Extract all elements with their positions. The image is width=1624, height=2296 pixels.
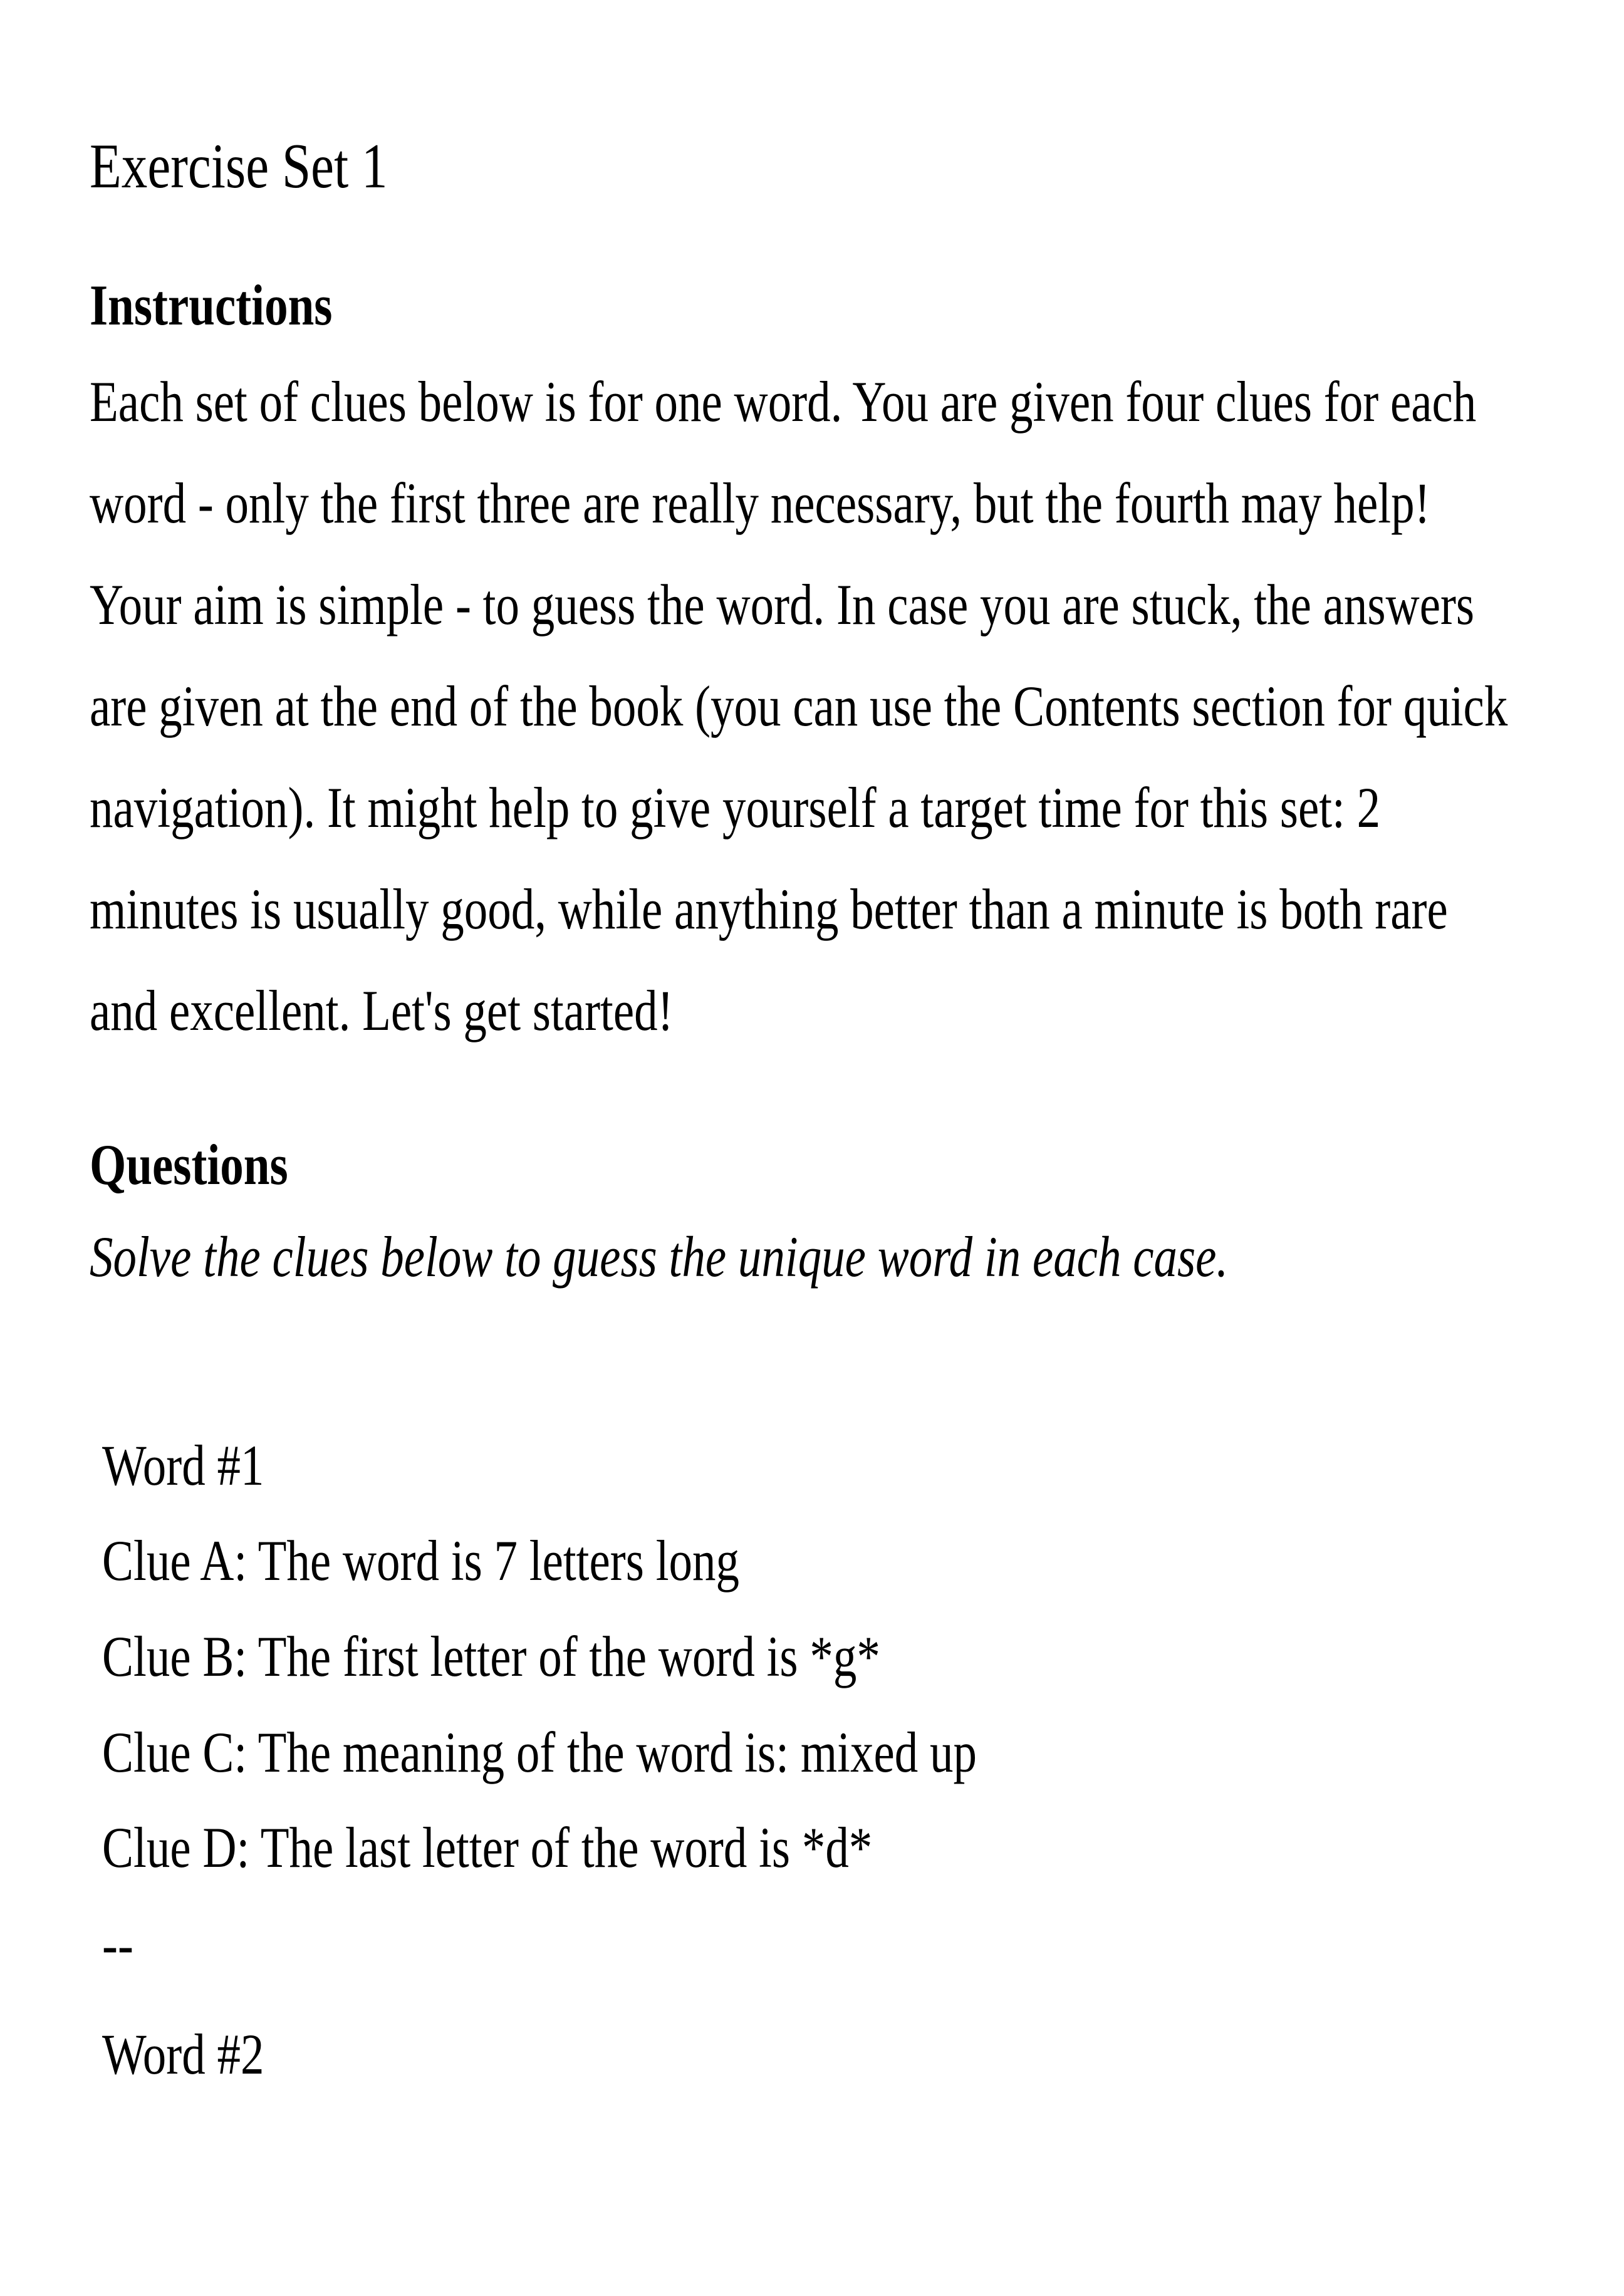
clue-line-c: Clue C: The meaning of the word is: mixed up [102,1720,977,1784]
clue-line-d: Clue D: The last letter of the word is *d* [102,1816,873,1879]
clue-line-a: Clue A: The word is 7 letters long [102,1529,739,1592]
instructions-line: and excellent. Let's get started! [90,979,674,1042]
questions-subtitle: Solve the clues below to guess the unique word in each case. [90,1225,1229,1289]
instructions-line: minutes is usually good, while anything better than a minute is both rare [90,877,1448,941]
instructions-line: Your aim is simple - to guess the word. In case you are stuck, the answers [90,573,1475,636]
clue-line-b: Clue B: The first letter of the word is *g* [102,1624,880,1688]
word1-label: Word #1 [102,1433,264,1497]
questions-heading: Questions [90,1133,288,1197]
separator-dashes: -- [102,1913,133,1977]
instructions-line: navigation). It might help to give yourself a target time for this set: 2 [90,776,1381,839]
instructions-heading: Instructions [90,273,333,337]
instructions-line: word - only the first three are really necessary, but the fourth may help! [90,471,1430,535]
word2-label: Word #2 [102,2022,264,2086]
instructions-line: are given at the end of the book (you can use the Contents section for quick [90,674,1508,738]
instructions-line: Each set of clues below is for one word. You are given four clues for each [90,370,1477,434]
page-title: Exercise Set 1 [90,131,388,202]
